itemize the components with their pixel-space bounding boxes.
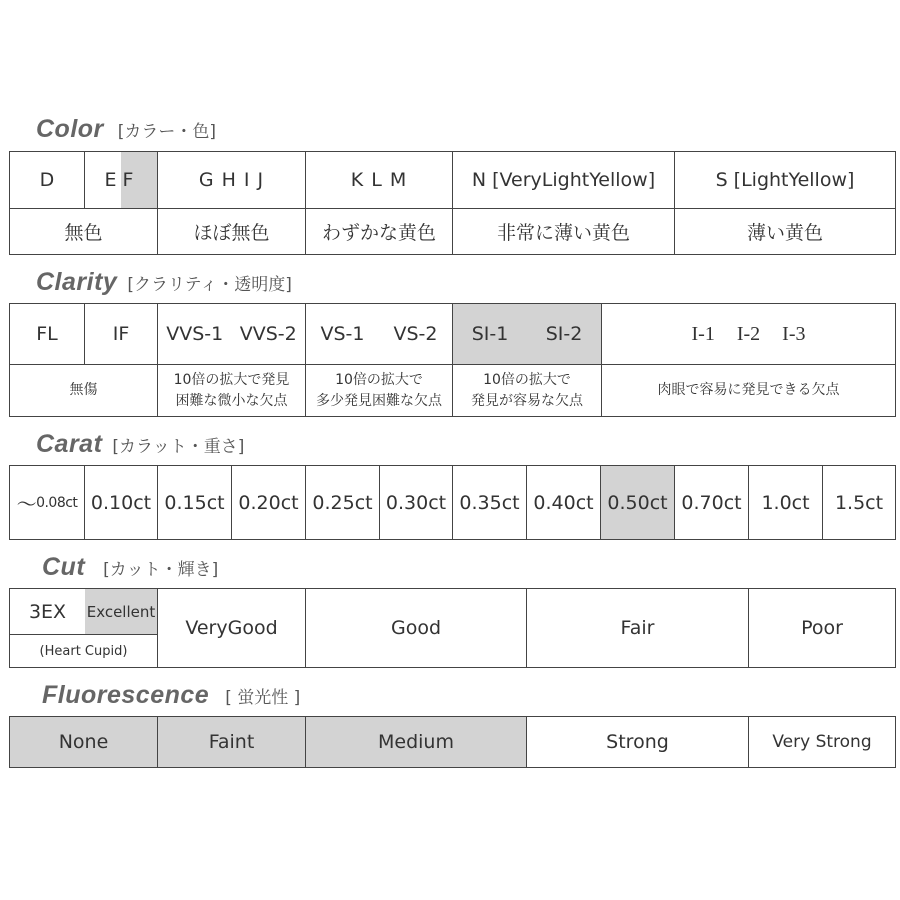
color-section-title <box>36 115 216 144</box>
carat-value-0-70: 0.70ct <box>675 466 749 539</box>
cut-title: Cut <box>42 553 86 581</box>
clarity-grade-si2: SI-2 <box>545 323 583 345</box>
clarity-desc-si: 10倍の拡大で 発見が容易な欠点 <box>453 365 602 416</box>
carat-value-0-50: 0.50ct <box>601 466 675 539</box>
fluorescence-subtitle: [ 蛍光性 ] <box>225 688 301 708</box>
carat-value-0-40: 0.40ct <box>527 466 601 539</box>
color-desc-colorless: 無色 <box>10 209 158 254</box>
tilde-prefix: 〜 <box>16 492 37 516</box>
cut-heart-cupid-note: (Heart Cupid) <box>10 635 158 667</box>
fluorescence-grade-very-strong: Very Strong <box>772 732 872 752</box>
clarity-table <box>9 303 896 417</box>
carat-value-0-10: 0.10ct <box>85 466 158 539</box>
color-grade-ef <box>85 152 158 209</box>
color-title: Color <box>36 115 104 143</box>
carat-value-0-35: 0.35ct <box>453 466 527 539</box>
carat-value-0-25: 0.25ct <box>306 466 380 539</box>
clarity-grade-i1: I-1 <box>691 322 715 345</box>
color-grade-e: E <box>104 169 117 191</box>
fluorescence-grade-medium: Medium <box>306 717 527 767</box>
carat-value-0-20: 0.20ct <box>232 466 306 539</box>
cut-section-title <box>36 553 218 582</box>
cut-table <box>9 588 896 668</box>
cut-grade-good: Good <box>306 589 527 667</box>
clarity-grade-i2: I-2 <box>736 322 761 345</box>
color-grade-klm: K L M <box>306 152 453 209</box>
clarity-desc-vs: 10倍の拡大で 多少発見困難な欠点 <box>306 365 453 416</box>
carat-value-0-08: 〜 0.08ct <box>10 466 85 539</box>
fluorescence-title: Fluorescence <box>42 681 210 709</box>
clarity-desc-vvs: 10倍の拡大で発見 困難な微小な欠点 <box>158 365 306 416</box>
fluorescence-grade-faint: Faint <box>158 717 306 767</box>
cut-subtitle: [カット・輝き] <box>103 560 219 580</box>
clarity-grade-vs2: VS-2 <box>393 323 438 345</box>
color-grade-s: S [LightYellow] <box>675 152 895 209</box>
clarity-grade-vvs2: VVS-2 <box>239 323 297 345</box>
carat-title: Carat <box>36 430 103 458</box>
clarity-grade-si <box>453 304 602 365</box>
cut-grade-excellent: Excellent <box>85 589 158 635</box>
clarity-grade-i3: I-3 <box>782 322 806 345</box>
cut-grade-fair: Fair <box>527 589 749 667</box>
color-grade-ghij: G H I J <box>158 152 306 209</box>
clarity-desc-flawless: 無傷 <box>10 365 158 416</box>
fluorescence-section-title <box>36 681 300 710</box>
color-grade-d: D <box>10 152 85 209</box>
color-desc-faint-yellow: わずかな黄色 <box>306 209 453 254</box>
fluorescence-grade-none: None <box>10 717 158 767</box>
cut-grade-verygood: VeryGood <box>158 589 306 667</box>
color-table <box>9 151 896 255</box>
carat-value-0-15: 0.15ct <box>158 466 232 539</box>
carat-subtitle: [カラット・重さ] <box>112 437 245 457</box>
color-desc-very-light-yellow: 非常に薄い黄色 <box>453 209 675 254</box>
cut-grade-3ex: 3EX <box>10 589 85 635</box>
clarity-section-title <box>36 268 292 297</box>
color-desc-near-colorless: ほぼ無色 <box>158 209 306 254</box>
carat-value-1-0: 1.0ct <box>749 466 823 539</box>
carat-value-0-30: 0.30ct <box>380 466 453 539</box>
color-desc-light-yellow: 薄い黄色 <box>746 222 823 244</box>
clarity-grade-vs <box>306 304 453 365</box>
clarity-grade-vs1: VS-1 <box>320 323 365 345</box>
color-subtitle: [カラー・色] <box>117 122 217 142</box>
clarity-grade-i <box>602 304 895 365</box>
fluorescence-table <box>9 716 896 768</box>
clarity-grade-vvs <box>158 304 306 365</box>
clarity-subtitle: [クラリティ・透明度] <box>127 275 292 295</box>
clarity-grade-fl: FL <box>10 304 85 365</box>
color-grade-n: N [VeryLightYellow] <box>453 152 675 209</box>
fluorescence-grade-strong: Strong <box>527 717 749 767</box>
clarity-desc-i: 肉眼で容易に発見できる欠点 <box>657 382 840 398</box>
clarity-grade-vvs1: VVS-1 <box>166 323 224 345</box>
carat-value-1-5: 1.5ct <box>834 491 884 514</box>
carat-table <box>9 465 896 540</box>
color-grade-f: F <box>121 152 157 208</box>
carat-section-title <box>36 430 244 459</box>
clarity-grade-if: IF <box>85 304 158 365</box>
clarity-grade-si1: SI-1 <box>471 323 509 345</box>
clarity-title: Clarity <box>36 268 118 296</box>
cut-grade-poor: Poor <box>801 617 843 639</box>
